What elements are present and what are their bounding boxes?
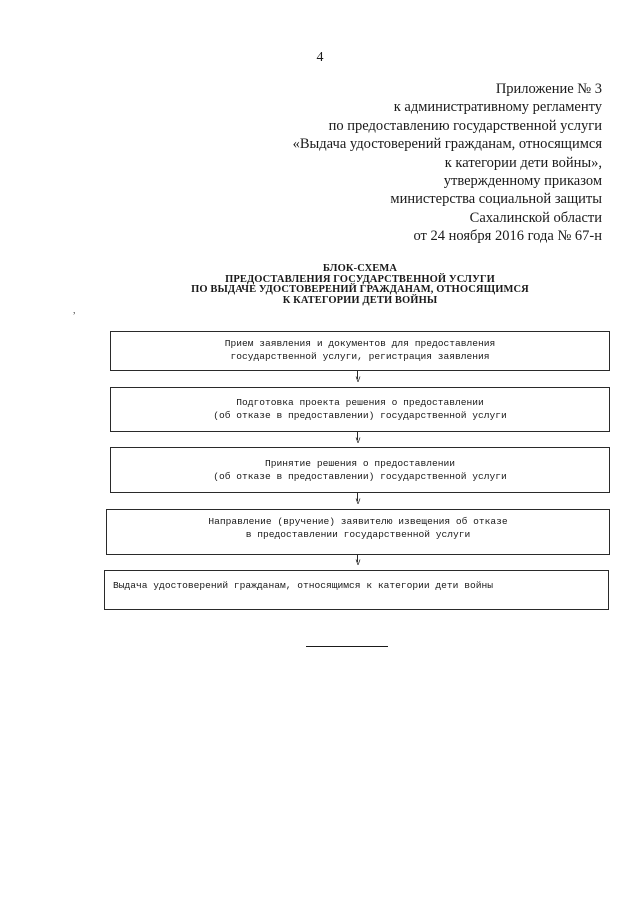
flow-step-text: Направление (вручение) заявителю извещения об отказе xyxy=(208,516,508,527)
flowchart-title-line: БЛОК-СХЕМА xyxy=(322,263,398,274)
flow-step-text: (об отказе в предоставлении) государственной услуги xyxy=(213,409,507,421)
appendix-line: «Выдача удостоверений гражданам, относящимся xyxy=(292,136,602,153)
appendix-line: утвержденному приказом xyxy=(443,173,602,190)
flowchart-title-line: ПО ВЫДАЧЕ УДОСТОВЕРЕНИЙ ГРАЖДАНАМ, ОТНОСЯЩИМСЯ xyxy=(191,284,529,296)
appendix-line: Сахалинской области xyxy=(469,209,602,226)
flow-step-text: в предоставлении государственной услуги xyxy=(245,528,471,540)
flow-step-text: государственной услуги, регистрация заявления xyxy=(230,350,490,362)
down-arrow-icon: V xyxy=(355,437,361,446)
flow-step-text: Подготовка проекта решения о предоставлении xyxy=(236,397,484,408)
flow-step-4 xyxy=(106,509,610,555)
flow-step-text: (об отказе в предоставлении) государственной услуги xyxy=(213,470,507,482)
appendix-line: к административному регламенту xyxy=(393,99,602,116)
down-arrow-icon: V xyxy=(355,376,361,385)
flow-step-2 xyxy=(110,387,610,432)
page-number: 4 xyxy=(316,50,324,65)
flow-step-text: Выдача удостоверений гражданам, относящимся к категории дети войны xyxy=(113,580,493,591)
appendix-line: по предоставлению государственной услуги xyxy=(328,117,602,134)
appendix-line: к категории дети войны», xyxy=(444,154,602,171)
flow-step-3 xyxy=(110,447,610,493)
flow-step-text: Принятие решения о предоставлении xyxy=(265,458,455,469)
appendix-line: министерства социальной защиты xyxy=(390,191,602,208)
down-arrow-icon: V xyxy=(355,498,361,507)
appendix-header xyxy=(293,80,602,246)
closing-rule xyxy=(306,646,388,647)
flow-step-5 xyxy=(104,570,609,610)
flowchart-title-line: ПРЕДОСТАВЛЕНИЯ ГОСУДАРСТВЕННОЙ УСЛУГИ xyxy=(225,273,495,285)
flowchart-title xyxy=(140,264,580,306)
flowchart-title-line: К КАТЕГОРИИ ДЕТИ ВОЙНЫ xyxy=(282,294,438,306)
down-arrow-icon: V xyxy=(355,559,361,568)
stray-mark: , xyxy=(73,305,76,316)
appendix-line: Приложение № 3 xyxy=(495,81,602,97)
flow-step-text: Прием заявления и документов для предоставления xyxy=(224,338,496,349)
appendix-line: от 24 ноября 2016 года № 67-н xyxy=(413,228,602,245)
flow-step-1 xyxy=(110,331,610,371)
